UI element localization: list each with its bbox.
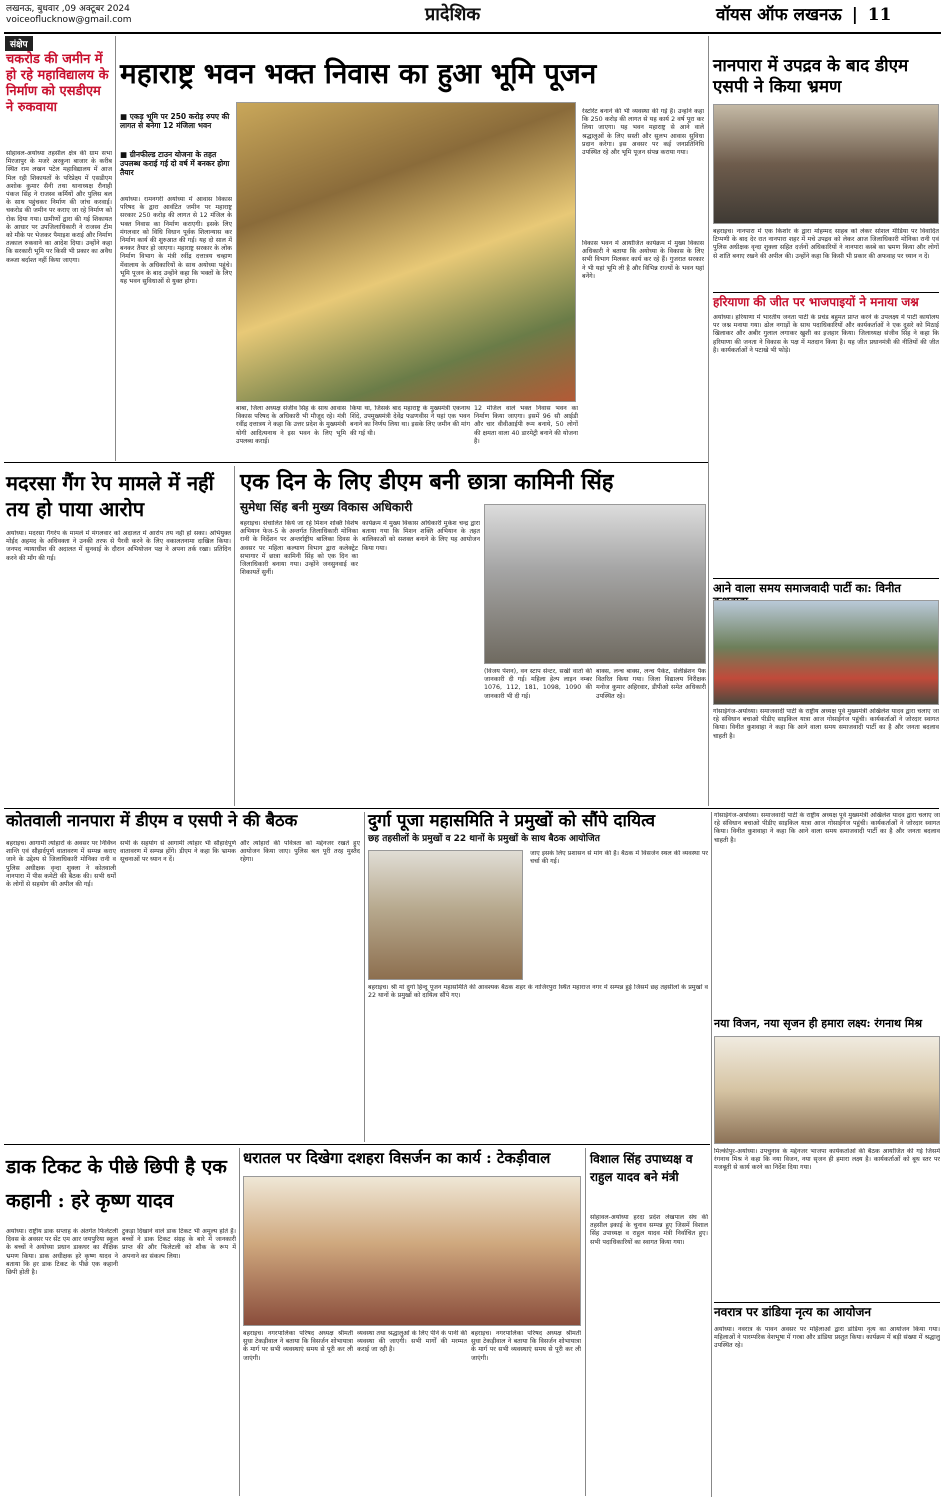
- sankshep-label: संक्षेप: [5, 36, 33, 51]
- art14-headline: नवरात्र पर डांडिया नृत्य का आयोजन: [714, 1305, 872, 1319]
- art11-body-3: बहराइच। नगरपालिका परिषद अध्यक्ष श्रीमती सुधा टेकड़ीवाल ने बताया कि विसर्जन शोभायात्रा के मार्ग पर सभी व्यवस्थाएं समय से पूरी कर ली जाएंगी।: [471, 1330, 581, 1362]
- col-divider: [239, 1148, 240, 1496]
- rule: [4, 808, 939, 809]
- art1-body: सोहावल-अयोध्या तहसील क्षेत्र की ग्राम सभा मिरजापुर के मजरे अरकुना बाजार के करीब स्थित राम लखन पटेल महाविद्यालय में आज मिल रही शिकायतों के परिप्रेक्ष्य में एसडीएम अशोक कुमार सैनी तथा थानाध्यक्ष रौनाही पंकज सिंह ने राजस्व कर्मियों और पुलिस बल के साथ पहुंचकर निर्माण की जांच करवाई। चकरोड की जमीन पर कराए जा रहे निर्माण को रोक दिया गया। ग्रामीणों द्वारा की गई शिकायत के आधार पर उपजिलाधिकारी ने राजस्व टीम को मौके पर भेजकर पैमाइश कराई और निर्माण तत्काल रुकवाने का आदेश दिया। उन्होंने कहा कि सरकारी भूमि पर किसी भी प्रकार का अवैध कब्जा बर्दाश्त नहीं किया जाएगा।: [6, 150, 112, 264]
- col-divider: [708, 36, 709, 806]
- art2-bullet-1-text: एकड़ भूमि पर 250 करोड़ रुपए की लागत से बनेगा 12 मंजिला भवन: [120, 112, 230, 130]
- art2-body-3: 12 मंजिल वाले भक्त निवास भवन का निर्माण किया जाएगा। इसमें 96 सौ आईडी और चार वीवीआईपी रूम बनाये, 50 लोगों की क्षमता वाला 40 डारमेट्री बनाने की योजना है।: [474, 405, 578, 445]
- art2-photo: [236, 102, 576, 402]
- col-divider: [115, 36, 116, 461]
- art9-headline: दुर्गा पूजा महासमिति ने प्रमुखों को सौंपे दायित्व: [368, 811, 656, 831]
- art6-photo: [484, 504, 706, 664]
- art14-body: अयोध्या। नवरात्र के पावन अवसर पर महिलाओं द्वारा डांडिया नृत्य का आयोजन किया गया। महिलाओं ने पारम्परिक वेशभूषा में गरबा और डांडिया प्रस्तुत किया। कार्यक्रम में बड़ी संख्या में श्रद्धालु उपस्थित रहे।: [714, 1326, 940, 1350]
- art6-headline: एक दिन के लिए डीएम बनी छात्रा कामिनी सिंह: [240, 469, 614, 495]
- art1-headline: चकरोड की जमीन में हो रहे महाविद्यालय के निर्माण को एसडीएम ने रुकवाया: [6, 52, 109, 115]
- col-divider: [364, 812, 365, 1142]
- art6-subhead: सुमेधा सिंह बनी मुख्य विकास अधिकारी: [240, 500, 413, 514]
- rule: [713, 578, 939, 579]
- separator: |: [851, 5, 858, 25]
- art6-body-3: (विजय पेंशन), वन स्टाप सेन्टर, सखी वार्ता की जानकारी दी गई। महिला हेल्प लाइन नम्बर 1076, 112, 181, 1098, 1090 की जानकारी भी दी गई।: [484, 668, 592, 700]
- col-divider: [585, 1148, 586, 1496]
- art7-photo: [713, 600, 939, 705]
- art9-body: जाए इसके लिए प्रशासन से मांग की है। बैठक में विसर्जन स्थल की व्यवस्था पर चर्चा की गई।: [530, 850, 708, 866]
- art11-photo: [243, 1176, 581, 1326]
- rule: [713, 292, 939, 293]
- art10-body-2: टुकड़ा दिखाने वाले डाक टिकट भी अमूल्य होते हैं। बच्चों ने डाक टिकट संग्रह के बारे में जानकारी प्राप्त की और फिलेटली को शौक के रूप में अपनाने का संकल्प लिया।: [122, 1228, 236, 1260]
- art2-body-5: विकास भवन में आयोजित कार्यक्रम में मुख्य विकास अधिकारी ने बताया कि अयोध्या के विकास के लिए सभी विभाग मिलकर कार्य कर रहे हैं। गुजरात सरकार ने भी यहां भूमि ली है और विभिन्न राज्यों के भवन यहां बनेंगे।: [582, 240, 704, 280]
- col-divider: [711, 812, 712, 1497]
- art13-photo: [714, 1036, 940, 1144]
- art2-bullet-1: [120, 112, 232, 130]
- art8-headline: कोतवाली नानपारा में डीएम व एसपी ने की बैठक: [6, 811, 298, 830]
- art11-headline: धरातल पर दिखेगा दशहरा विसर्जन का कार्य : टेकड़ीवाल: [243, 1149, 551, 1167]
- art12-headline: विशाल सिंह उपाध्यक्ष व राहुल यादव बने मंत्री: [590, 1152, 693, 1184]
- art7-body: गोसाईगंज-अयोध्या। समाजवादी पार्टी के राष्ट्रीय अध्यक्ष पूर्व मुख्यमंत्री अखिलेश यादव द्वारा चलाए जा रहे संविधान बचाओ पीडीए साइकिल यात्रा आज गोसाईगंज पहुंची। कार्यकर्ताओं ने जोरदार स्वागत किया। विनीत कुशवाहा ने कहा कि आने वाला समय समाजवादी पार्टी का है और जनता बदलाव चाहती है।: [713, 708, 939, 740]
- paper-name: वॉयस ऑफ लखनऊ: [716, 5, 842, 25]
- section-title: प्रादेशिक: [425, 4, 481, 25]
- art2-body-4: रेस्टोरेंट बनाने की भी व्यवस्था की गई है। उन्होंने कहा कि 250 करोड़ की लागत से यह कार्य 2 वर्ष पूरा कर लिया जाएगा। यह भवन महाराष्ट्र से आने वाले श्रद्धालुओं के लिए सस्ती और सुलभ आवास सुविधा प्रदान करेगा। इस अवसर पर कई जनप्रतिनिधि उपस्थित रहे और भूमि पूजन संपन्न कराया गया।: [582, 108, 704, 157]
- art5-body: अयोध्या। मदरसा गैंगरेप के मामले में मंगलवार को अदालत में आरोप तय नहीं हो सका। अभियुक्त मोईद अहमद के अधिवक्ता ने उनकी तरफ से पैरवी करने के लिए वकालतनामा दाखिल किया। जनपद न्यायाधीश की अदालत में सुनवाई के दौरान अभियोजन पक्ष ने अपना तर्क रखा। प्रतिदिन करने की माँग की गई।: [6, 530, 231, 562]
- art6-body-4: बाक्स, लन्च बाक्स, लन्च पैकेट, सेलीब्रेशन पैक वितरित किया गया। जिला विद्यालय निरीक्षक मनोज कुमार अहिरवार, डीपीओ समेत अधिकारी उपस्थित रहे।: [596, 668, 706, 700]
- bullet-icon: ■: [120, 112, 130, 121]
- art2-bullet-2-text: ग्रीनफील्ड टाउन योजना के तहत उपलब्ध कराई गई दो वर्ष में बनकर होगा तैयार: [120, 150, 230, 177]
- art9-body-2: बहराइच। श्री मां दुर्गा हिन्दू पूजन महासमिति की आवश्यक बैठक शहर के नाजिरपुरा स्थित महाराज नगर में सम्पन्न हुई जिसमें छह तहसीलों के प्रमुखों व 22 थानों के प्रमुखों को दायित्व सौंपे गए।: [368, 984, 708, 1000]
- art2-body-2: किया था, जिसके बाद महाराष्ट्र के मुख्यमंत्री एकनाथ शिंदे, उपमुख्यमंत्री देवेंद्र फडणवीस ने यहां एक भवन बनाने का निर्णय लिया था। इसके लिए जमीन की मांग की गई थी।: [350, 405, 470, 437]
- page-number: 11: [867, 5, 892, 25]
- header-email: voiceoflucknow@gmail.com: [6, 15, 132, 25]
- header-date: लखनऊ, बुधवार ,09 अक्टूबर 2024: [6, 4, 130, 14]
- art10-headline: डाक टिकट के पीछे छिपी है एक कहानी : हरे कृष्ण यादव: [6, 1156, 227, 1212]
- bullet-icon: ■: [120, 150, 130, 159]
- art4-headline: हरियाणा की जीत पर भाजपाइयों ने मनाया जश्न: [713, 295, 919, 309]
- art13-body: मिल्कीपुर-अयोध्या। उपचुनाव के मद्देनजर भाजपा कार्यकर्ताओं की बैठक आयोजित की गई जिसमें रंगनाथ मिश्र ने कहा कि नया विजन, नया सृजन ही हमारा लक्ष्य है। कार्यकर्ताओं को बूथ स्तर पर मजबूती से कार्य करने का निर्देश दिया गया।: [714, 1148, 940, 1172]
- art5-headline: मदरसा गैंग रेप मामले में नहीं तय हो पाया आरोप: [6, 471, 214, 521]
- art10-body: अयोध्या। राष्ट्रीय डाक सप्ताह के अंतर्गत फिलेटली दिवस के अवसर पर सेंट एम आर जयपुरिया स्कूल के बच्चों ने अयोध्या प्रधान डाकघर का शैक्षिक भ्रमण किया। डाक अधीक्षक हरे कृष्ण यादव ने बताया कि हर डाक टिकट के पीछे एक कहानी छिपी होती है।: [6, 1228, 118, 1277]
- art8-body: बहराइच। आगामी त्योहारों के अवसर पर निर्विघ्न शान्ति एवं सौहार्दपूर्ण वातावरण में सम्पन्न कराए जाने के उद्देश्य से जिलाधिकारी मोनिका रानी व पुलिस अधीक्षक वृन्दा शुक्ला ने कोतवाली नानपारा में पीस कमेटी की बैठक की। सभी धर्मों के लोगों से सहयोग की अपील की गई।: [6, 840, 116, 889]
- art6-body: बहराइच। संचालित किये जा रहे मिशन शक्ति विशेष अभियान फेज-5 के अन्तर्गत जिलाधिकारी मोनिका रानी के निर्देशन पर अन्तर्राष्ट्रीय बालिका दिवस के अवसर पर महिला कल्याण विभाग द्वारा कलेक्ट्रेट सभागार में छात्रा कामिनी सिंह को एक दिन का जिलाधिकारी बनाया गया। उन्होंने जनसुनवाई कर शिकायतें सुनीं।: [240, 520, 358, 577]
- art6-body-2: कार्यक्रम में मुख्य विकास अधिकारी मुकेश चन्द्र द्वारा बताया गया कि मिशन शक्ति अभियान के तहत बालिकाओं को सशक्त बनाने के लिए यह आयोजन किया गया।: [362, 520, 480, 552]
- header-rule: [4, 32, 941, 34]
- art4-body: अयोध्या। हरियाणा में भारतीय जनता पार्टी के प्रचंड बहुमत प्राप्त करने के उपलक्ष्य में पार्टी कार्यालय पर जश्न मनाया गया। ढोल नगाड़ों के साथ पदाधिकारियों और कार्यकर्ताओं ने एक दूसरे को मिठाई खिलाकर और अबीर गुलाल लगाकर खुशी का इजहार किया। जिलाध्यक्ष संजीव सिंह ने कहा कि हरियाणा की जनता ने विकास के पक्ष में मतदान किया है। यह जीत प्रधानमंत्री की नीतियों की जीत है। कार्यकर्ताओं ने पटाखे भी फोड़े।: [713, 314, 939, 354]
- art3-headline: नानपारा में उपद्रव के बाद डीएम एसपी ने किया भ्रमण: [713, 56, 909, 97]
- art2-bullet-2: [120, 150, 232, 177]
- art7-headline: आने वाला समय समाजवादी पार्टी का: विनीत: [713, 581, 901, 595]
- art8-body-2: सभी के सहयोग से आगामी त्योहार भी सौहार्दपूर्ण वातावरण में सम्पन्न होंगे। डीएम ने कहा कि भ्रामक सूचनाओं पर ध्यान न दें।: [120, 840, 236, 864]
- art9-photo: [368, 850, 523, 980]
- art11-body-2: व्यवस्था तथा श्रद्धालुओं के लिए पीने के पानी की व्यवस्था की जाएगी। सभी मार्गों की मरम्मत कराई जा रही है।: [357, 1330, 467, 1354]
- paper-masthead: [716, 2, 891, 25]
- rule: [4, 1144, 710, 1145]
- art2-caption: बाबा, जिला अध्यक्ष संजीव सिंह के साथ आवास विकास परिषद के अधिकारी भी मौजूद रहे। मंत्री रवींद्र दत्तात्रय ने कहा कि उत्तर प्रदेश के मुख्यमंत्री योगी आदित्यनाथ ने इस भवन के लिए भूमि उपलब्ध कराई।: [236, 405, 346, 445]
- art3-photo: [713, 104, 939, 224]
- art2-headline: महाराष्ट्र भवन भक्त निवास का हुआ भूमि पूजन: [120, 57, 597, 90]
- art7-continuation: गोसाईगंज-अयोध्या। समाजवादी पार्टी के राष्ट्रीय अध्यक्ष पूर्व मुख्यमंत्री अखिलेश यादव द्वारा चलाए जा रहे संविधान बचाओ पीडीए साइकिल यात्रा आज गोसाईगंज पहुंची। कार्यकर्ताओं ने जोरदार स्वागत किया। विनीत कुशवाहा ने कहा कि आने वाला समय समाजवादी पार्टी का है और जनता बदलाव चाहती है।: [714, 812, 940, 844]
- header-date-block: [6, 4, 132, 26]
- rule: [714, 1302, 940, 1303]
- art2-body: अयोध्या। रामनगरी अयोध्या में आवास विकास परिषद के द्वारा आवंटित जमीन पर महाराष्ट्र सरकार 250 करोड़ की लागत से 12 मंजिल के भक्त निवास का निर्माण कराएगी। इसके लिए मंगलवार को विधि विधान पूर्वक शिलान्यास कर निर्माण कार्य की शुरुआत की गई। यह दो साल में बनकर तैयार हो जाएगा। महाराष्ट्र सरकार के लोक निर्माण विभाग के मंत्री रवींद्र दत्तात्रय चव्हाण मेंवालाय के अधिकारियों के साथ अयोध्या पहुंचे। भूमि पूजन के बाद उन्होंने कहा कि भक्तों के लिए यह भवन सुविधाओं से युक्त होगा।: [120, 196, 232, 286]
- art12-body: सोहावल-अयोध्या हरदा प्रदेश लेखपाल संघ की तहसील इकाई के चुनाव सम्पन्न हुए जिसमें विशाल सिंह उपाध्यक्ष व राहुल यादव मंत्री निर्वाचित हुए। सभी पदाधिकारियों का स्वागत किया गया।: [590, 1214, 708, 1246]
- col-divider: [234, 466, 235, 806]
- art8-body-3: और त्योहारों की पवित्रता को मद्देनजर रखते हुए आयोजन किया जाए। पुलिस बल पूरी तरह मुस्तैद रहेगा।: [240, 840, 360, 864]
- rule: [4, 462, 708, 463]
- art9-subhead: छह तहसीलों के प्रमुखों व 22 थानों के प्रमुखों के साथ बैठक आयोजित: [368, 834, 600, 844]
- art3-body: बहराइच। नानपारा में एक किशोर के द्वारा मोहम्मद साहब को लेकर सोशल मीडिया पर विवादित टिप्पणी के बाद देर रात नानपारा शहर में मचे उपद्रव को लेकर आज जिलाधिकारी मोनिका रानी एवं पुलिस अधीक्षक वृन्दा शुक्ला सहित दर्जनों अधिकारियों ने नानपारा कस्बे का भ्रमण किया और लोगों से शांति बनाए रखने की अपील की। उन्होंने कहा कि किसी भी प्रकार की अफवाह पर ध्यान न दें।: [713, 228, 939, 260]
- art13-headline: नया विजन, नया सृजन ही हमारा लक्ष्य: रंगनाथ मिश्र: [714, 1017, 923, 1030]
- art11-body: बहराइच। नगरपालिका परिषद अध्यक्ष श्रीमती सुधा टेकड़ीवाल ने बताया कि विसर्जन शोभायात्रा के मार्ग पर सभी व्यवस्थाएं समय से पूरी कर ली जाएंगी।: [243, 1330, 353, 1362]
